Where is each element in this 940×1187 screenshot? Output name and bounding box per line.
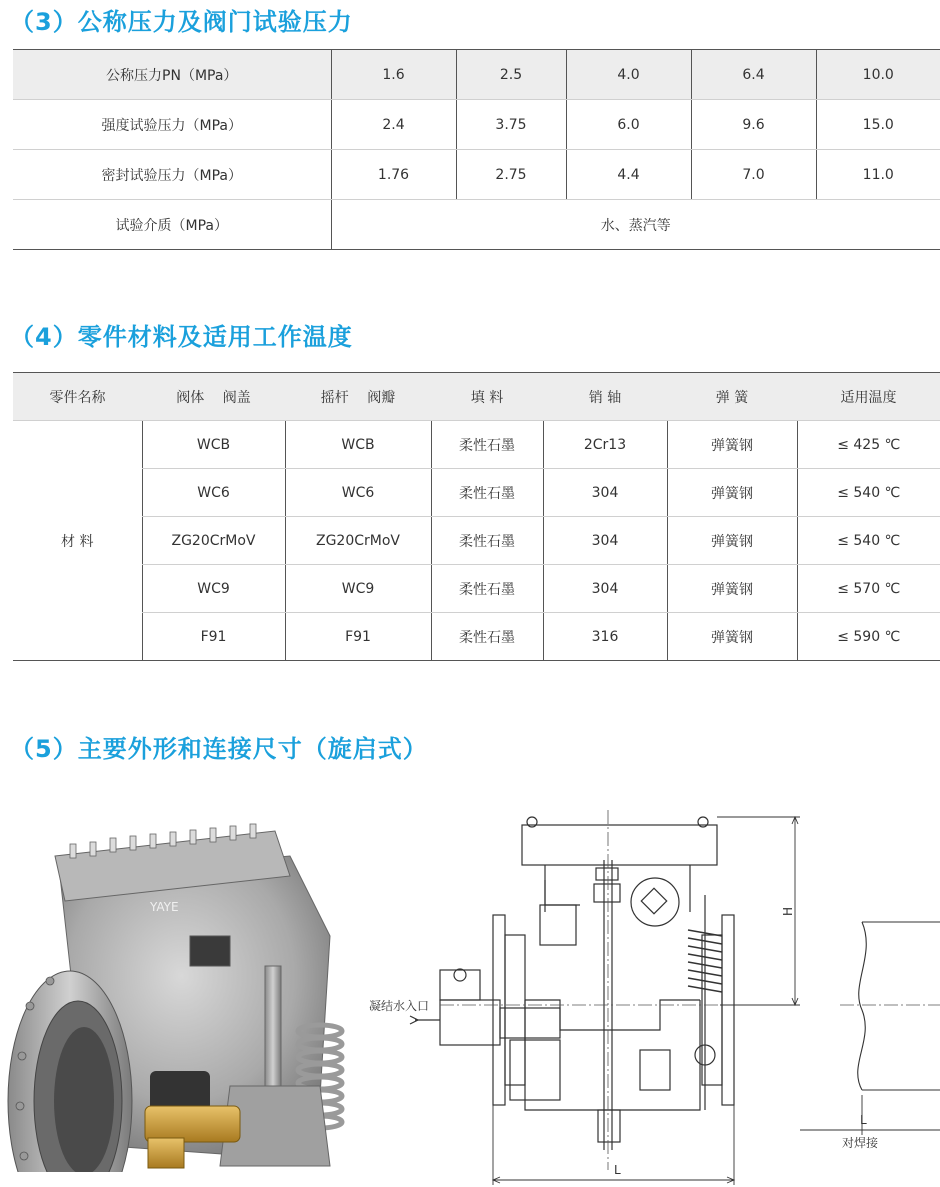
materials-row: [13, 517, 940, 565]
materials-row-label: 材 料: [13, 421, 142, 661]
materials-cell: WCB: [142, 421, 285, 469]
pressure-value-cell: 2.5: [456, 50, 566, 100]
materials-cell: 柔性石墨: [431, 565, 543, 613]
pressure-value-cell: 2.75: [456, 150, 566, 200]
materials-row: [13, 613, 940, 661]
materials-cell: 柔性石墨: [431, 613, 543, 661]
materials-cell: 弹簧钢: [667, 421, 797, 469]
materials-cell: 柔性石墨: [431, 421, 543, 469]
materials-header-cell: 销 轴: [543, 373, 667, 421]
materials-cell: 304: [543, 565, 667, 613]
materials-cell: ≤ 570 ℃: [797, 565, 940, 613]
pressure-table: [13, 49, 940, 250]
pressure-value-cell: 6.0: [566, 100, 691, 150]
section3-title: （3）公称压力及阀门试验压力: [10, 8, 353, 36]
materials-cell: 柔性石墨: [431, 469, 543, 517]
pressure-value-cell: 2.4: [331, 100, 456, 150]
pressure-value-cell: 10.0: [816, 50, 940, 100]
materials-cell: 316: [543, 613, 667, 661]
materials-cell: ≤ 540 ℃: [797, 469, 940, 517]
dim-l-label: L: [614, 1163, 621, 1177]
materials-table: [13, 372, 940, 661]
pressure-value-cell: 4.0: [566, 50, 691, 100]
valve-photo: [0, 816, 362, 1172]
pressure-value-cell: 1.76: [331, 150, 456, 200]
pressure-value-cell: 11.0: [816, 150, 940, 200]
materials-row: [13, 565, 940, 613]
materials-cell: 弹簧钢: [667, 517, 797, 565]
materials-cell: ≤ 540 ℃: [797, 517, 940, 565]
materials-cell: 304: [543, 469, 667, 517]
materials-cell: WC9: [285, 565, 431, 613]
materials-header-cell: 弹 簧: [667, 373, 797, 421]
materials-cell: 弹簧钢: [667, 613, 797, 661]
photo-brand-text: YAYE: [150, 900, 179, 914]
materials-cell: ZG20CrMoV: [285, 517, 431, 565]
pressure-value-cell: 15.0: [816, 100, 940, 150]
materials-cell: F91: [285, 613, 431, 661]
materials-cell: WCB: [285, 421, 431, 469]
materials-cell: WC9: [142, 565, 285, 613]
valve-drawing: [365, 800, 940, 1187]
materials-cell: WC6: [285, 469, 431, 517]
section5-title: （5）主要外形和连接尺寸（旋启式）: [10, 735, 428, 763]
section4-title: （4）零件材料及适用工作温度: [10, 323, 353, 351]
materials-header-cell: 阀体 阀盖: [142, 373, 285, 421]
weld-dim-l-label: L: [860, 1113, 867, 1127]
materials-cell: F91: [142, 613, 285, 661]
pressure-value-cell: 3.75: [456, 100, 566, 150]
materials-cell: ≤ 425 ℃: [797, 421, 940, 469]
materials-cell: WC6: [142, 469, 285, 517]
butt-weld-label: 对焊接: [842, 1136, 879, 1150]
pressure-merged-cell: 水、蒸汽等: [331, 200, 940, 250]
pressure-row-label: 密封试验压力（MPa）: [13, 150, 331, 200]
pressure-value-cell: 9.6: [691, 100, 816, 150]
inlet-label: 凝结水入口: [369, 999, 430, 1013]
materials-cell: 304: [543, 517, 667, 565]
materials-cell: 弹簧钢: [667, 469, 797, 517]
materials-cell: ZG20CrMoV: [142, 517, 285, 565]
materials-header-cell: 零件名称: [13, 373, 142, 421]
pressure-row-label: 公称压力PN（MPa）: [13, 50, 331, 100]
pressure-row-label: 强度试验压力（MPa）: [13, 100, 331, 150]
pressure-value-cell: 1.6: [331, 50, 456, 100]
materials-row: [13, 421, 940, 469]
dim-h-label: H: [781, 906, 795, 916]
pressure-row: [13, 200, 940, 250]
pressure-row: [13, 150, 940, 200]
pressure-value-cell: 6.4: [691, 50, 816, 100]
pressure-row: [13, 50, 940, 100]
materials-row: [13, 469, 940, 517]
materials-header-cell: 填 料: [431, 373, 543, 421]
materials-cell: 弹簧钢: [667, 565, 797, 613]
pressure-value-cell: 4.4: [566, 150, 691, 200]
materials-cell: ≤ 590 ℃: [797, 613, 940, 661]
materials-cell: 柔性石墨: [431, 517, 543, 565]
materials-header-cell: 适用温度: [797, 373, 940, 421]
materials-cell: 2Cr13: [543, 421, 667, 469]
pressure-value-cell: 7.0: [691, 150, 816, 200]
materials-header-cell: 摇杆 阀瓣: [285, 373, 431, 421]
pressure-row-label: 试验介质（MPa）: [13, 200, 331, 250]
pressure-row: [13, 100, 940, 150]
